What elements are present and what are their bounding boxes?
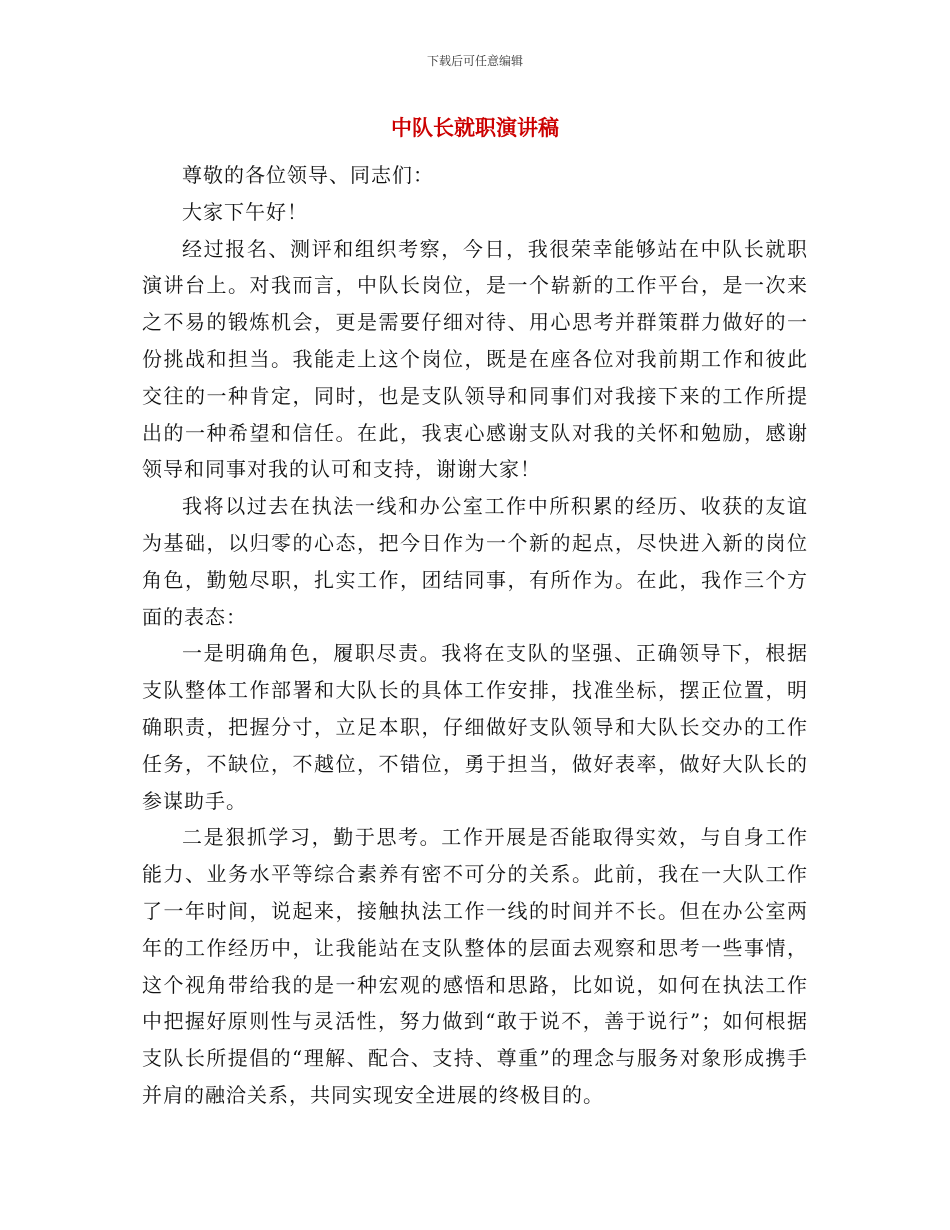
paragraph-introduction: 经过报名、测评和组织考察，今日，我很荣幸能够站在中队长就职演讲台上。对我而言，中队长岗位，是一个崭新的工作平台，是一次来之不易的锻炼机会，更是需要仔细对待、用心思考并群策群力做好的一份挑战和担当。我能走上这个岗位，既是在座各位对我前期工作和彼此交往的一种肯定，同时，也是支队领导和同事们对我接下来的工作所提出的一种希望和信任。在此，我衷心感谢支队对我的关怀和勉励，感谢领导和同事对我的认可和支持，谢谢大家！ — [142, 236, 808, 482]
paragraph-salutation: 尊敬的各位领导、同志们： — [182, 163, 434, 187]
paragraph-greeting: 大家下午好！ — [182, 199, 308, 224]
document-title: 中队长就职演讲稿 — [391, 115, 559, 140]
paragraph-commitment: 我将以过去在执法一线和办公室工作中所积累的经历、收获的友谊为基础，以归零的心态，把今日作为一个新的起点，尽快进入新的岗位角色，勤勉尽职，扎实工作，团结同事，有所作为。在此，我作三个方面的表态： — [142, 494, 808, 629]
paragraph-point-two: 二是狠抓学习，勤于思考。工作开展是否能取得实效，与自身工作能力、业务水平等综合素养有密不可分的关系。此前，我在一大队工作了一年时间，说起来，接触执法工作一线的时间并不长。但在办公室两年的工作经历中，让我能站在支队整体的层面去观察和思考一些事情，这个视角带给我的是一种宏观的感悟和思路，比如说，如何在执法工作中把握好原则性与灵活性，努力做到“敢于说不，善于说行”；如何根据支队长所提倡的“理解、配合、支持、尊重”的理念与服务对象形成携手并肩的融洽关系，共同实现安全进展的终极目的。 — [142, 825, 808, 1107]
document-body — [142, 157, 808, 1114]
paragraph-point-one: 一是明确角色，履职尽责。我将在支队的坚强、正确领导下，根据支队整体工作部署和大队长的具体工作安排，找准坐标，摆正位置，明确职责，把握分寸，立足本职，仔细做好支队领导和大队长交办的工作任务，不缺位，不越位，不错位，勇于担当，做好表率，做好大队长的参谋助手。 — [142, 641, 808, 813]
page-header-note: 下载后可任意编辑 — [426, 54, 523, 68]
